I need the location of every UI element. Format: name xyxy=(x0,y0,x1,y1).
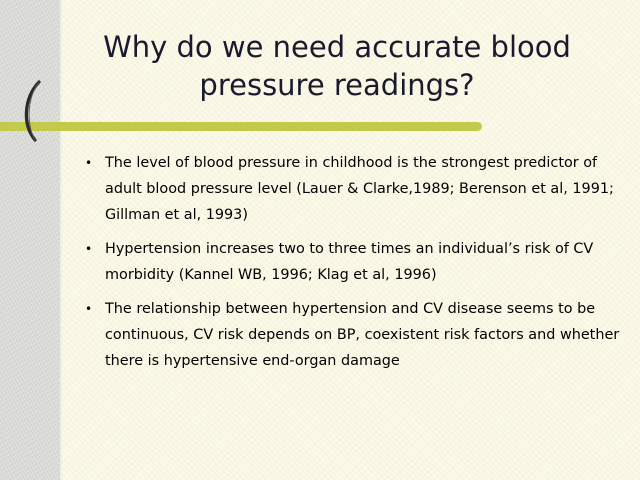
bullet-item xyxy=(82,296,627,374)
bullet-text: The relationship between hypertension and CV disease seems to be continuous, CV risk depends on BP, coexistent risk factors and whether there is hypertensive end-organ damage xyxy=(105,301,620,369)
bullet-text: The level of blood pressure in childhood is the strongest predictor of adult blood pressure level (Lauer & Clarke,1989; Berenson et al, 1991; Gillman et al, 1993) xyxy=(105,155,614,223)
bullet-item xyxy=(82,150,627,228)
left-decorative-bar xyxy=(0,0,62,480)
bullet-item xyxy=(82,236,627,288)
bullet-text: Hypertension increases two to three times an individual’s risk of CV morbidity (Kannel WB, 1996; Klag et al, 1996) xyxy=(105,241,594,283)
bullet-dot-icon: • xyxy=(85,302,93,316)
bullet-dot-icon: • xyxy=(85,242,93,256)
title-underline-accent xyxy=(0,122,482,131)
bullet-list xyxy=(82,150,627,382)
bracket-ornament-icon xyxy=(18,80,44,142)
slide-title: Why do we need accurate blood pressure readings? xyxy=(103,30,571,102)
bullet-dot-icon: • xyxy=(85,156,93,170)
